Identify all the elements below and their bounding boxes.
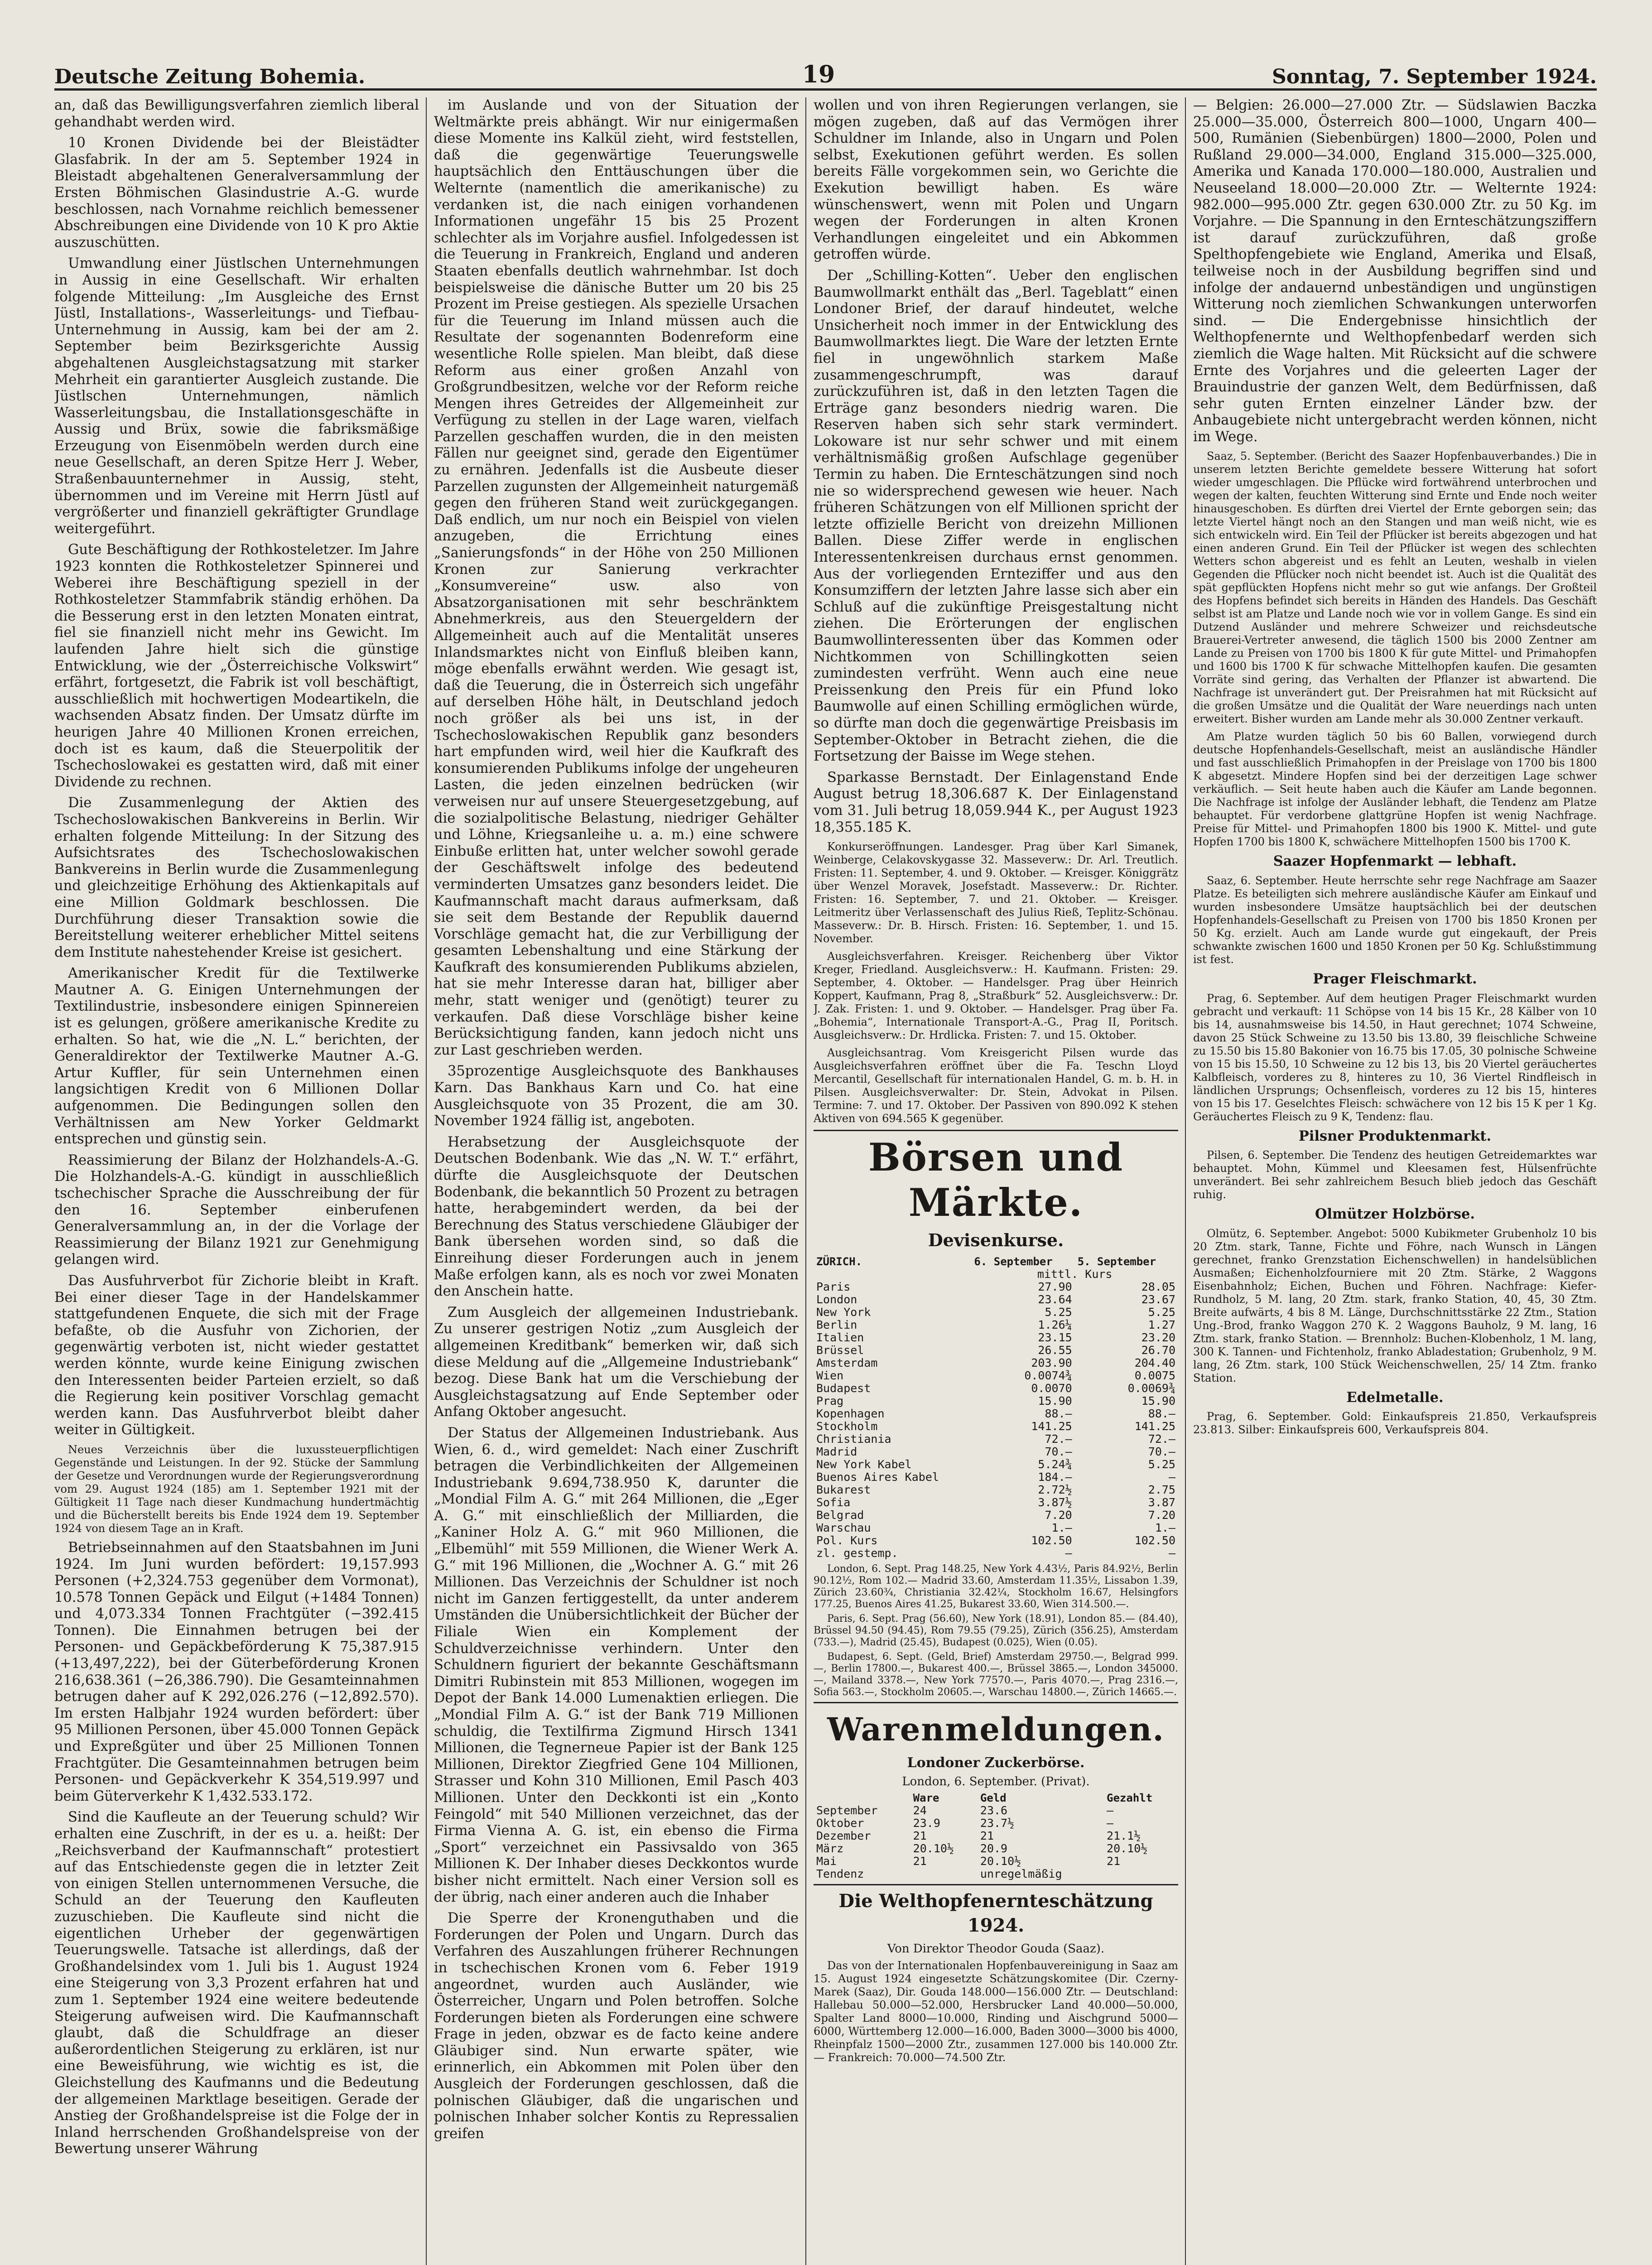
zucker-value: 23.7½	[980, 1817, 1015, 1830]
devisen-place: Stockholm	[816, 1420, 878, 1433]
devisen-place: Sofia	[816, 1496, 851, 1509]
devisen-rate: 141.25	[1134, 1420, 1175, 1433]
zucker-month: Dezember	[816, 1829, 871, 1843]
devisen-place: New York Kabel	[816, 1458, 912, 1471]
zucker-row	[814, 1868, 1178, 1880]
devisen-place: Wien	[816, 1369, 844, 1383]
article-paragraph: Prag, 6. September. Gold: Einkaufspreis 21.850, Verkaufspreis 23.813. Silber: Einkaufspreis 600, Verkaufspreis 804.	[1193, 1410, 1597, 1436]
article-paragraph: Sind die Kaufleute an der Teuerung schuld? Wir erhalten eine Zuschrift, in der es u. a. heißt: Der „Reichsverband der Kaufmannschaft“ protestiert auf das Entschiedenste gegen die in letzter Zeit von einigen Stellen unternommenen Versuche, die Schuld an der Teuerung den Kaufleuten zuzuschieben. Die Kaufleute sind nicht die eigentlichen Urheber der gegenwärtigen Teuerungswelle. Tatsache ist allerdings, daß der Großhandelsindex vom 1. Juli bis 1. August 1924 eine Steigerung von 3,3 Prozent erfahren hat und zum 1. September 1924 eine weitere bedeutende Steigerung aufweisen wird. Die Kaufmannschaft glaubt, daß die Schuldfrage an dieser außerordentlichen Steigerung zu erklären, ist nur eine Beweisführung, wie wichtig es ist, die Gleichstellung des Kaufmanns und die Bedeutung der allgemeinen Marktlage beseitigen. Gerade der Anstieg der Großhandelspreise ist die Folge der in Inland herrschenden Großhandelspreise von der Bewertung unserer Währung	[54, 1809, 419, 2157]
devisen-row	[814, 1522, 1178, 1534]
zucker-value	[1104, 1868, 1178, 1880]
devisen-place: Bukarest	[816, 1483, 871, 1497]
devisen-rate: 28.05	[1141, 1280, 1175, 1294]
zucker-value: 23.9	[913, 1817, 940, 1830]
devisen-row	[814, 1382, 1178, 1395]
devisen-place: Madrid	[816, 1445, 857, 1459]
devisen-place: Buenos Aires Kabel	[816, 1470, 939, 1484]
devisen-row	[814, 1395, 1178, 1407]
article-paragraph: Herabsetzung der Ausgleichsquote der Deutschen Bodenbank. Wie das „N. W. T.“ erfährt, dürfte die Ausgleichsquote der Deutschen Bodenbank, die bekanntlich 50 Prozent zu betragen hatte, herabgemindert werden, da bei der Berechnung des Status verschiedene Gläubiger der Bank übersehen worden sind, so daß die Einreihung dieser Forderungen auch in jenem Maße erfolgen kann, als es noch vor zwei Monaten den Anschein hatte.	[434, 1134, 799, 1300]
zucker-value: 20.10½	[1107, 1842, 1148, 1855]
zucker-month: Mai	[816, 1855, 837, 1868]
article-paragraph: Die Zusammenlegung der Aktien des Tschechoslowakischen Bankvereins in Berlin. Wir erhalten folgende Mitteilung: In der Sitzung des Aufsichtsrates des Tschechoslowakischen Bankvereins in Berlin wurde die Zusammenlegung und gleichzeitige Erhöhung des Aktienkapitals auf eine Million Goldmark beschlossen. Die Durchführung dieser Transaktion sowie die Bereitstellung weiterer erheblicher Mittel seitens dem Institute nahestehender Kreise ist gesichert.	[54, 795, 419, 960]
devisen-rate: 70.—	[1148, 1445, 1175, 1459]
zucker-value: —	[1107, 1817, 1114, 1830]
zucker-value: 21	[913, 1829, 927, 1843]
zucker-col-geld: Geld	[980, 1792, 1007, 1805]
article-paragraph: an, daß das Bewilligungsverfahren ziemlich liberal gehandhabt werden wird.	[54, 97, 419, 130]
devisen-rate: 23.67	[1141, 1293, 1175, 1306]
article-paragraph: im Auslande und von der Situation der Weltmärkte preis abhängt. Wir nur einigermaßen diese Momente ins Kalkül zieht, wird feststellen, daß die gegenwärtige Teuerungswelle hauptsächlich den Enttäuschungen über die Welternte (namentlich die amerikanische) zu verdanken ist, die nach einigen vorhandenen Informationen ungefähr 15 bis 25 Prozent schlechter als im Vorjahre ausfiel. Infolgedessen ist die Teuerung in Frankreich, England und anderen Staaten ebenfalls deutlich wahrnehmbar. Ist doch beispielsweise die dänische Butter um 20 bis 25 Prozent im Preise gestiegen. Als spezielle Ursachen für die Teuerung im Inland müssen auch die Resultate der sogenannten Bodenreform eine wesentliche Rolle spielen. Man bleibt, daß diese Reform aus einer großen Anzahl von Großgrundbesitzen, welche vor der Reform reiche Mengen ihres Getreides der Allgemeinheit zur Verfügung zu stellen in der Lage waren, vielfach Parzellen geschaffen wurden, die in den meisten Fällen nur geeignet sind, gerade den Eigentümer zu ernähren. Jedenfalls ist die Ausbeute dieser Parzellen zugunsten der Allgemeinheit naturgemäß gegen den früheren Stand weit zurückgegangen. Daß endlich, um nur noch ein Beispiel von vielen anzugeben, die Errichtung eines „Sanierungsfonds“ in der Höhe von 250 Millionen Kronen zur Sanierung verkrachter „Konsumvereine“ usw. also von Absatzorganisationen mit sehr beschränktem Abnehmerkreis, aus den Steuergeldern der Allgemeinheit auch auf die Mentalität unseres Inlandsmarktes nicht von Einfluß bleiben kann, möge ebenfalls erwähnt werden. Wie gesagt ist, daß die Teuerung, die in Österreich sich ungefähr auf derselben Höhe hält, in Deutschland jedoch noch größer als bei uns ist, in der Tschechoslowakischen Republik ganz besonders hart empfunden wird, weil hier die Kaufkraft des konsumierenden Publikums infolge der ungeheuren Lasten, die jeden einzelnen bedrücken (wir verweisen nur auf unsere Steuergesetzgebung, auf die sozialpolitische Belastung, niedriger Gehälter und Löhne, Kriegsanleihe u. a. m.) eine schwere Einbuße erlitten hat, unter welcher sowohl gerade der Geschäftswelt infolge des bedeutend verminderten Umsatzes ganz besonders leidet. Die Kaufmannschaft macht daraus aufmerksam, daß sie seit dem Bestande der Republik dauernd Vorschläge gemacht hat, die zur Verbilligung der gesamten Lebenshaltung und eine Stärkung der Kaufkraft des konsumierenden Publikums abzielen, hat sie mehr Interesse daran hat, billiger aber mehr, statt weniger und (genötigt) teurer zu verkaufen. Daß diese Vorschläge bisher keine Berücksichtigung fanden, kann jedoch nicht uns zur Last geschrieben werden.	[434, 97, 799, 1058]
devisen-rate: 102.50	[1031, 1534, 1072, 1547]
devisen-row	[814, 1369, 1178, 1382]
devisen-table	[814, 1255, 1178, 1560]
waren-subtitle: Londoner Zuckerbörse.	[907, 1755, 1085, 1771]
article-paragraph: Umwandlung einer Jüstlschen Unternehmungen in Aussig in eine Gesellschaft. Wir erhalten folgende Mitteilung: „Im Ausgleiche des Ernst Jüstl, Installations-, Wasserleitungs- und Tiefbau-Unternehmung in Aussig, kam bei der am 2. September beim Bezirksgerichte Aussig abgehaltenen Ausgleichstagsatzung mit starker Mehrheit ein garantierter Ausgleich zustande. Die Jüstlschen Unternehmungen, nämlich Wasserleitungsbau, die Installationsgeschäfte in Aussig und Brüx, sowie die fabriksmäßige Erzeugung von Eisenmöbeln werden durch eine neue Gesellschaft, an deren Spitze Herr J. Weber, Straßenbauunternehmer in Aussig, steht, übernommen und im Vereine mit Herrn Jüstl auf vergrößerter und finanziell gekräftigter Grundlage weitergeführt.	[54, 255, 419, 537]
zucker-value: 20.10½	[980, 1855, 1021, 1868]
zucker-value	[910, 1868, 978, 1880]
article-paragraph: Betriebseinnahmen auf den Staatsbahnen im Juni 1924. Im Juni wurden befördert: 19,157.993 Personen (+2,324.753 gegenüber dem Vormonat), 10.578 Tonnen Gepäck und Eilgut (+1484 Tonnen) und 4,073.334 Tonnen Frachtgüter (−392.415 Tonnen). Die Einnahmen betrugen bei der Personen- und Gepäckbeförderung K 75,387.915 (+13,497,222), bei der Güterbeförderung Kronen 216,638.361 (−26,386.790). Die Gesamteinnahmen betrugen daher auf K 292,026.276 (−12,892.570). Im ersten Halbjahr 1924 wurden befördert: über 95 Millionen Personen, über 45.000 Tonnen Gepäck und Expreßgüter und über 25 Millionen Tonnen Frachtgüter. Die Gesamteinnahmen betrugen beim Personen- und Gepäckverkehr K 354,519.997 und beim Güterverkehr K 1,432.533.172.	[54, 1539, 419, 1804]
devisen-rate: 3.87½	[1038, 1496, 1072, 1509]
welthopfen-text: Das von der Internationalen Hopfenbauvereinigung in Saaz am 15. August 1924 eingesetzte Schätzungskomitee (Dir. Czerny-Marek (Saaz), Dir. Gouda 148.000—156.000 Ztr. — Deutschland: Hallebau 50.000—52.000, Hersbrucker Land 40.000—50.000, Spalter Land 8000—10.000, Rinding und Aischgrund 5000—6000, Württemberg 12.000—16.000, Baden 3000—3000 bis 4000, Rheinpfalz 1500—2000 Ztr., zusammen 127.000 bis 140.000 Ztr. — Frankreich: 70.000—74.500 Ztr.	[814, 1959, 1178, 2064]
devisen-rate: —	[1168, 1547, 1175, 1560]
devisen-row	[814, 1306, 1178, 1319]
devisen-rate: 27.90	[1038, 1280, 1072, 1294]
paper-name: Deutsche Zeitung Bohemia.	[54, 65, 366, 88]
article-paragraph: Reassimierung der Bilanz der Holzhandels-A.-G. Die Holzhandels-A.-G. kündigt in ausschließlich tschechischer Sprache die Ausschreibung der für den 16. September einberufenen Generalversammlung an, in der die Vorlage der Reassimierung der Bilanz 1921 zur Genehmigung gelangen wird.	[54, 1152, 419, 1268]
devisen-place: Kopenhagen	[816, 1407, 885, 1421]
zucker-value: 20.9	[980, 1842, 1008, 1855]
article-paragraph: Olmütz, 6. September. Angebot: 5000 Kubikmeter Grubenholz 10 bis 20 Ztm. stark, Tanne, Fichte und Föhre, nach Wunsch in Längen gerechnet, franko Grenzstation Eichenschwellen) in handelsüblichen Ausmaßen; Eichenholzfourniere mit 20 Ztm. Stärke, 2 Waggons Eisenbahnholz; Eichen, Buchen und Föhren. Nachfrage: Kiefer-Rundholz, 5 M. lang, 20 Ztm. stark, franko Station, 40, 45, 30 Ztm. Breite aufwärts, 4 bis 8 M. Länge, Durchschnittsstärke 22 Ztm., Station Ung.-Brod, franko Waggon 270 K. 2 Waggons Bauholz, 9 M. lang, 16 Ztm. stark, franko Station. — Brennholz: Buchen-Klobenholz, 1 M. lang, 300 K. Tannen- und Fichtenholz, franko Abladestation; Grubenholz, 9 M. lang, 26 Ztm. stark, 100 Stück Weichenschwellen, 25/ 14 Ztm. franko Station.	[1193, 1227, 1597, 1384]
devisen-rate: 23.15	[1038, 1331, 1072, 1345]
masthead	[54, 61, 1597, 91]
welthopfen-byline: Von Direktor Theodor Gouda (Saaz).	[887, 1942, 1105, 1956]
zucker-table	[814, 1792, 1178, 1880]
column-4	[1193, 97, 1597, 2265]
devisen-col-place: ZÜRICH.	[816, 1255, 862, 1268]
devisen-place: Warschau	[816, 1521, 871, 1535]
devisen-place: New York	[816, 1306, 871, 1319]
date-line: Sonntag, 7. September 1924.	[1272, 65, 1597, 88]
boerse-title: Börsen und Märkte.	[868, 1135, 1124, 1225]
devisen-rate: —	[1168, 1470, 1175, 1484]
devisen-rate: 72.—	[1148, 1432, 1175, 1446]
zucker-row	[814, 1842, 1178, 1855]
article-paragraph: Konkurseröffnungen. Landesger. Prag über Karl Simanek, Weinberge, Celakovskygasse 32. Masseverw.: Dr. Arl. Treutlich. Fristen: 11. September, 4. und 9. Oktober. — Kreisger. Königgrätz über Wenzel Moravek, Josefstadt. Masseverw.: Dr. Richter. Fristen: 16. September, 7. und 21. Oktober. — Kreisger. Leitmeritz über Verlassenschaft des Julius Rieß, Teplitz-Schönau. Masseverw.: Dr. B. Hirsch. Fristen: 16. September, 1. und 15. November.	[814, 840, 1178, 945]
devisen-place: Paris	[816, 1280, 851, 1294]
boerse-report: Budapest, 6. Sept. (Geld, Brief) Amsterdam 29750.—, Belgrad 999.—, Berlin 17800.—, Bukarest 400.—, Brüssel 3865.—, London 345000.—, Mailand 3378.—, New York 77570.—, Paris 4070.—, Prag 2316.—, Sofia 563.—, Stockholm 20605.—, Warschau 14800.—, Zürich 14665.—.	[814, 1651, 1178, 1698]
article-paragraph: Pilsen, 6. September. Die Tendenz des heutigen Getreidemarktes war behauptet. Mohn, Kümmel und Kleesamen fest, Hülsenfrüchte unverändert. Bei sehr zahlreichem Besuch blieb jedoch das Geschäft ruhig.	[1193, 1149, 1597, 1201]
devisen-place: zl. gestemp.	[816, 1547, 898, 1560]
devisen-rate: 15.90	[1141, 1394, 1175, 1408]
article-paragraph: Ausgleichsantrag. Vom Kreisgericht Pilsen wurde das Ausgleichsverfahren eröffnet über die Fa. Teschn Lloyd Mercantil, Gesellschaft für internationalen Handel, G. m. b. H. in Pilsen. Ausgleichsverwalter: Dr. Stein, Advokat in Pilsen. Termine: 7. und 17. Oktober. Der Passiven von 890.092 K stehen Aktiven von 694.565 K gegenüber.	[814, 1046, 1178, 1125]
devisen-row	[814, 1319, 1178, 1331]
devisen-rate: 0.0070	[1031, 1382, 1072, 1395]
devisen-col-yesterday: 5. September	[1077, 1255, 1156, 1268]
devisen-rate: 1.—	[1051, 1521, 1072, 1535]
devisen-row	[814, 1458, 1178, 1471]
zucker-value: 20.10½	[913, 1842, 954, 1855]
devisen-rate: 2.72½	[1038, 1483, 1072, 1497]
column-divider	[1185, 97, 1186, 2265]
devisen-rate: 5.25	[1148, 1458, 1175, 1471]
zucker-value: 24	[913, 1804, 927, 1817]
article-paragraph: Der Status der Allgemeinen Industriebank. Aus Wien, 6. d., wird gemeldet: Nach einer Zuschrift betragen die Verbindlichkeiten der Allgemeinen Industriebank 9.694,738.950 K, darunter die „Mondial Film A. G.“ mit 264 Millionen, die „Eger A. G.“ mit einschließlich der Milliarden, die „Kaniner Holz A. G.“ mit 960 Millionen, die „Elbemühl“ mit 559 Millionen, die Wiener Werk A. G.“ mit 196 Millionen, die „Wochner A. G.“ mit 26 Millionen. Das Verzeichnis der Schuldner ist noch nicht im Ganzen fertiggestellt, da unter anderem Umständen die Unübersichtlichkeit der Bücher der Filiale Wien ein Komplement der Schuldverzeichnisse verhindern. Unter den Schuldnern figuriert der bekannte Geschäftsmann Dimitri Rubinstein mit 853 Millionen, wogegen im Depot der Bank 14.000 Lumenaktien erliegen. Die „Mondial Film A. G.“ ist der Bank 719 Millionen schuldig, die Textilfirma Zigmund Hirsch 1341 Millionen, die Tegnerneue Papier ist der Bank 125 Millionen, Direktor Ziegfried Gene 104 Millionen, Strasser und Kohn 310 Millionen, Emil Pasch 403 Millionen. Unter den Deckkonti ist ein „Konto Feingold“ mit 540 Millionen verzeichnet, das der Firma Vienna A. G. ist, ein ebenso die Firma „Sport“ verzeichnet ein Passivsaldo von 365 Millionen K. Der Inhaber dieses Deckkontos wurde bisher nicht ermittelt. Nach einer Version soll es der übrig, nach einer anderen auch die Inhaber	[434, 1425, 799, 1905]
article-paragraph: Olmützer Holzbörse.	[1315, 1206, 1475, 1223]
boerse-report: Paris, 6. Sept. Prag (56.60), New York (18.91), London 85.— (84.40), Brüssel 94.50 (94.45), Rom 79.55 (79.25), Zürich (356.25), Amsterdam (733.—), Madrid (25.45), Budapest (0.025), Wien (0.05).	[814, 1613, 1178, 1648]
devisen-rate: 26.70	[1141, 1344, 1175, 1357]
devisen-place: Christiania	[816, 1432, 891, 1446]
devisen-rate: 26.55	[1038, 1344, 1072, 1357]
article-paragraph: 10 Kronen Dividende bei der Bleistädter Glasfabrik. In der am 5. September 1924 in Bleistadt abgehaltenen Generalversammlung der Ersten Böhmischen Glasindustrie A.-G. wurde beschlossen, nach Vornahme reichlich bemessener Abschreibungen eine Dividende von 10 K pro Aktie auszuschütten.	[54, 135, 419, 251]
devisen-rate: 204.40	[1134, 1356, 1175, 1370]
article-paragraph: 35prozentige Ausgleichsquote des Bankhauses Karn. Das Bankhaus Karn und Co. hat eine Ausgleichsquote von 35 Prozent, die am 30. November 1924 fällig ist, angeboten.	[434, 1063, 799, 1129]
zucker-col-gezahlt: Gezahlt	[1107, 1792, 1153, 1805]
article-paragraph: Neues Verzeichnis über die luxussteuerpflichtigen Gegenstände und Leistungen. In der 92. Stücke der Sammlung der Gesetze und Verordnungen wurde der Regierungsverordnung vom 29. August 1924 (185) am 1. September 1921 mit der Gültigkeit 11 Tage nach dieser Kundmachung hundertmächtig und die Bücherstellt bereits bis Ende 1924 dem 19. September 1924 von diesem Tage an in Kraft.	[54, 1443, 419, 1535]
zucker-month: März	[816, 1842, 844, 1855]
devisen-rate: 88.—	[1148, 1407, 1175, 1421]
devisen-row	[814, 1471, 1178, 1484]
devisen-row	[814, 1331, 1178, 1344]
devisen-row	[814, 1547, 1178, 1560]
devisen-row	[814, 1281, 1178, 1293]
zucker-month: September	[816, 1804, 878, 1817]
boerse-reports	[814, 1563, 1178, 1698]
devisen-rate: 70.—	[1045, 1445, 1072, 1459]
zucker-row	[814, 1830, 1178, 1842]
waren-title: Warenmeldungen.	[827, 1711, 1165, 1749]
devisen-subheader: mittl. Kurs	[1037, 1267, 1113, 1281]
column-3-text	[814, 97, 1178, 1125]
zucker-row	[814, 1817, 1178, 1830]
devisen-rate: —	[1065, 1547, 1072, 1560]
devisen-row	[814, 1496, 1178, 1509]
section-rule	[814, 1884, 1178, 1885]
zucker-value: unregelmäßig	[980, 1867, 1062, 1881]
devisen-rate: 5.25	[1045, 1306, 1072, 1319]
section-rule	[814, 1130, 1178, 1131]
zucker-row	[814, 1855, 1178, 1868]
devisen-rate: 2.75	[1148, 1483, 1175, 1497]
devisen-place: Amsterdam	[816, 1356, 878, 1370]
boerse-report: London, 6. Sept. Prag 148.25, New York 4.43½, Paris 84.92½, Berlin 90.12½, Rom 102.— Madrid 33.60, Amsterdam 11.35½, Lissabon 1.39, Zürich 23.60¾, Christiania 32.42¼, Stockholm 16.67, Helsingfors 177.25, Buenos Aires 41.25, Bukarest 33.60, Wien 314.500.—.	[814, 1563, 1178, 1610]
devisen-rate: 5.25	[1148, 1306, 1175, 1319]
column-2	[434, 97, 799, 2265]
zucker-row	[814, 1804, 1178, 1817]
article-paragraph: Amerikanischer Kredit für die Textilwerke Mautner A. G. Einigen Unternehmungen der Textilindustrie, insbesondere einigen Spinnereien ist es gelungen, größere amerikanische Kredite zu erhalten. So hat, wie die „N. L.“ berichten, der Generaldirektor der Textilwerke Mautner A.-G. Artur Kuffler, für sein Unternehmen einen langsichtigen Kredit von 6 Millionen Dollar aufgenommen. Die Bedingungen sollen den Verhältnissen am New Yorker Geldmarkt entsprechen und günstig sein.	[54, 965, 419, 1147]
zucker-value: 21	[980, 1829, 994, 1843]
devisen-rate: 184.—	[1038, 1470, 1072, 1484]
zucker-value: 21.1½	[1107, 1829, 1141, 1843]
devisen-row	[814, 1420, 1178, 1433]
article-paragraph: Prag, 6. September. Auf dem heutigen Prager Fleischmarkt wurden gebracht und verkauft: 11 Schöpse von 14 bis 15 Kr., 28 Kälber von 10 bis 14, ausnahmsweise bis 14.50, in Haut gerechnet; 1074 Schweine, davon 25 Stück Schweine zu 13.50 bis 13.80, 39 fleischliche Schweine zu 15.50 bis 15.80 Bakonier von 16.75 bis 17.05, 30 polnische Schweine von 15 bis 15.50, 10 Schweine zu 12 bis 13, bis 20 Viertel geräuchertes Kalbfleisch, vorderes zu 8, hinteres zu 10, 36 Viertel Rindfleisch in ländlichen Ursprungs; Ochsenfleisch, vorderes zu 12 bis 15, hinteres von 15 bis 17. Geselchtes Fleisch: schwächere von 12 bis 15 K per 1 Kg. Geräuchertes Fleisch zu 9 K, Tendenz: flau.	[1193, 992, 1597, 1123]
article-paragraph: Edelmetalle.	[1346, 1389, 1444, 1406]
devisen-rate: 0.0069¾	[1127, 1382, 1175, 1395]
devisen-title: Devisenkurse.	[928, 1230, 1064, 1251]
zucker-value: —	[1107, 1804, 1114, 1817]
devisen-rate: 1.27	[1148, 1318, 1175, 1332]
devisen-place: Belgrad	[816, 1508, 864, 1522]
devisen-rate: 0.0075	[1134, 1369, 1175, 1383]
zucker-value: 21	[913, 1855, 927, 1868]
section-rule	[814, 1702, 1178, 1703]
devisen-rate: 7.20	[1045, 1508, 1072, 1522]
devisen-place: Prag	[816, 1394, 844, 1408]
column-3	[814, 97, 1178, 2265]
article-paragraph: Am Platze wurden täglich 50 bis 60 Ballen, vorwiegend durch deutsche Hopfenhandels-Gesellschaft, meist an ausländische Händler und fast ausschließlich Primahopfen in der Preislage von 1700 bis 1800 K abgesetzt. Mindere Hopfen sind bei der derzeitigen Lage schwer verkäuflich. — Seit heute haben auch die Käufer am Lande begonnen. Die Nachfrage ist infolge der Ausländer lebhaft, die Tendenz am Platze behauptet. Für verdorbene glattgrüne Hopfen ist wenig Nachfrage. Preise für Mittel- und Primahopfen 1800 bis 1900 K. Mittel- und gute Hopfen 1700 bis 1800 K, schwächere Mittelhopfen 1500 bis 1700 K.	[1193, 730, 1597, 848]
devisen-rate: 7.20	[1148, 1508, 1175, 1522]
article-paragraph: Gute Beschäftigung der Rothkosteletzer. Im Jahre 1923 konnten die Rothkosteletzer Spinnerei und Weberei ihre Beschäftigung speziell in der Rothkosteletzer Stammfabrik ständig erhöhen. Da die Besserung erst in den letzten Monaten eintrat, fiel sie finanziell nicht mehr ins Gewicht. Im laufenden Jahre hielt sich die günstige Entwicklung, wie der „Österreichische Volkswirt“ erfährt, fortgesetzt, die Fabrik ist voll beschäftigt, ausschließlich mit hochwertigen Modeartikeln, die wachsenden Absatz finden. Der Umsatz dürfte im heurigen Jahre 40 Millionen Kronen erreichen, doch ist es kaum, daß die Steuerpolitik der Tschechoslowakei es gestatten wird, daß mit einer Dividende zu rechnen.	[54, 542, 419, 790]
article-paragraph: — Belgien: 26.000—27.000 Ztr. — Südslawien Baczka 25.000—35.000, Österreich 800—1000, Ungarn 400—500, Rumänien (Siebenbürgen) 1800—2000, Polen und Rußland 29.000—34.000, England 315.000—325.000, Amerika und Kanada 170.000—180.000, Australien und Neuseeland 18.000—20.000 Ztr. — Welternte 1924: 982.000—995.000 Ztr. gegen 630.000 Ztr. zu 50 Kg. im Vorjahre. — Die Spannung in den Ernteschätzungsziffern ist darauf zurückzuführen, daß große Spelthopfengebiete wie England, Amerika und Elsaß, teilweise noch in der Ausbildung begriffen sind und infolge der andauernd unbeständigen und ungünstigen Witterung noch ziemlichen Schwankungen unterworfen sind. — Die Endergebnisse hinsichtlich der Welthopfenernte und Welthopfenbedarf werden sich ziemlich die Wage halten. Mit Rücksicht auf die schwere Ernte des Vorjahres und die geleerten Lager der Brauindustrie der ganzen Welt, dem Bedürfnissen, daß sehr guten Ernten einzelner Länder bzw. der Anbaugebiete nicht untergebracht werden können, nicht im Wege.	[1193, 97, 1597, 445]
devisen-rate: 102.50	[1134, 1534, 1175, 1547]
article-paragraph: Das Ausfuhrverbot für Zichorie bleibt in Kraft. Bei einer dieser Tage in der Handelskammer stattgefundenen Enquete, die sich mit der Frage befaßte, ob die Ausfuhr von Zichorien, der gegenwärtig verboten ist, nicht wieder gestattet werden könnte, wurde keine Einigung zwischen den Interessenten beider Parteien erzielt, so daß die Regierung kein positiver Vorschlag gemacht werden kann. Das Ausfuhrverbot bleibt daher weiter in Gültigkeit.	[54, 1272, 419, 1438]
devisen-rate: 1.—	[1155, 1521, 1175, 1535]
article-paragraph: Prager Fleischmarkt.	[1313, 971, 1477, 988]
article-paragraph: Saaz, 6. September. Heute herrschte sehr rege Nachfrage am Saazer Platze. Es beteiligten sich mehrere ausländische Käufer am Einkauf und wurden insbesondere Umsätze hauptsächlich bei der deutschen Hopfenhandels-Gesellschaft zu Preisen von 1700 bis 1850 Kronen per 50 Kg. erzielt. Auch am Lande wurde gut eingekauft, der Preis schwankte zwischen 1600 und 1850 Kronen per 50 Kg. Schlußstimmung ist fest.	[1193, 874, 1597, 966]
devisen-row	[814, 1446, 1178, 1458]
devisen-row	[814, 1509, 1178, 1522]
devisen-row	[814, 1484, 1178, 1496]
article-paragraph: Sparkasse Bernstadt. Der Einlagenstand Ende August betrug 18,306.687 K. Der Einlagenstand vom 31. Juli betrug 18,059.944 K., per August 1923 18,355.185 K.	[814, 769, 1178, 835]
devisen-rate: 72.—	[1045, 1432, 1072, 1446]
devisen-rate: 0.0074¾	[1024, 1369, 1072, 1383]
devisen-place: Italien	[816, 1331, 864, 1345]
waren-dateline: London, 6. September. (Privat).	[902, 1774, 1090, 1788]
article-paragraph: Der „Schilling-Kotten“. Ueber den englischen Baumwollmarkt enthält das „Berl. Tageblatt“ einen Londoner Brief, der darauf hindeutet, welche Unsicherheit noch immer in der Entwicklung des Baumwollmarktes liegt. Die Ware der letzten Ernte fiel in ungewöhnlich starkem Maße zusammengeschrumpft, was darauf zurückzuführen ist, daß in den letzten Tagen die Erträge ganz besonders niedrig waren. Die Reserven haben sich sehr stark vermindert. Lokoware ist nur sehr schwer und mit einem verhältnismäßig großen Aufschlage gegenüber Termin zu haben. Die Ernteschätzungen sind noch nie so widersprechend gewesen wie heuer. Nach früheren Schätzungen von elf Millionen spricht der letzte offizielle Bericht von dreizehn Millionen Ballen. Diese Ziffer werde in englischen Interessentenkreisen durchaus ernst genommen. Aus der vorliegenden Ernteziffer und aus den Konsumziffern der letzten Jahre lasse sich aber ein Schluß auf die zukünftige Preisgestaltung nicht ziehen. Die Erörterungen der englischen Baumwollinteressenten über das Kommen oder Nichtkommen von Schillingkotten seien zumindesten verfrüht. Wenn auch eine neue Preissenkung den Preis für ein Pfund loko Baumwolle auf einen Schilling ermöglichen würde, so dürfte man doch die gegenwärtige Preisbasis im September-Oktober in Betracht ziehen, die die Fortsetzung der Baisse im Wege stehen.	[814, 267, 1178, 765]
devisen-rate: 23.64	[1038, 1293, 1072, 1306]
column-divider	[426, 97, 427, 2265]
zucker-month: Oktober	[816, 1817, 864, 1830]
article-paragraph: Saaz, 5. September. (Bericht des Saazer Hopfenbauverbandes.) Die in unserem letzten Berichte gemeldete bessere Witterung hat sofort wieder umgeschlagen. Die Pflücke wird fortwährend unterbrochen und wegen der kalten, feuchten Witterung sind Ernte und Ende noch weiter hinausgeschoben. Es dürften drei Viertel der Ernte geborgen sein; das letzte Viertel hängt noch an den Stangen und man weiß nicht, wie es sich entwickeln wird. Ein Teil der Pflücker ist bereits abgezogen und hat einen anderen Grund. Ein Teil der Pflücker ist wegen des schlechten Wetters schon abgereist und es fehlt an Leuten, weshalb in vielen Gegenden die Pflücker noch nicht beendet ist. Auch ist die Qualität des spät gepflückten Hopfens nicht mehr so gut wie anfangs. Der Großteil des Hopfens befindet sich bereits in Händen des Handels. Das Geschäft selbst ist am Platze und Lande noch wie vor in vollem Gange. Es sind ein Dutzend Ausländer und mehrere Schweizer und reichsdeutsche Brauerei-Vertreter anwesend, die täglich 1500 bis 2000 Zentner am Lande zu Preisen von 1700 bis 1800 K für gute Mittel- und Primahopfen und 1600 bis 1700 K für schwache Mittelhopfen kaufen. Die gesamten Vorräte sind gering, das Verhalten der Pflanzer ist abwartend. Die Nachfrage ist unverändert gut. Der Preisrahmen hat mit Rücksicht auf die großen Umsätze und die Qualität der Ware neuerdings nach unten erweitert. Bisher wurden am Lande mehr als 30.000 Zentner verkauft.	[1193, 450, 1597, 726]
devisen-row	[814, 1293, 1178, 1306]
article-paragraph: Zum Ausgleich der allgemeinen Industriebank. Zu unserer gestrigen Notiz „zum Ausgleich der allgemeinen Kreditbank“ bemerken wir, daß sich diese Meldung auf die „Allgemeine Industriebank“ bezog. Diese Bank hat um die Verschiebung der Ausgleichstagsatzung auf Ende September oder Anfang Oktober angesucht.	[434, 1304, 799, 1420]
zucker-col-month	[814, 1792, 910, 1804]
zucker-value: 23.6	[980, 1804, 1008, 1817]
article-paragraph: Die Sperre der Kronenguthaben und die Forderungen der Polen und Ungarn. Durch das Verfahren des Auszahlungen früherer Rechnungen in tschechischen Kronen vom 6. Feber 1919 angeordnet, wurden auch Ausländer, wie Österreicher, Ungarn und Polen betroffen. Solche Forderungen bieten als Forderungen eine schwere Frage in jeden, obzwar es de facto keine andere Gläubiger sind. Nun erwarte später, wie erinnerlich, ein Abkommen mit Polen über den Ausgleich der Forderungen geschlossen, daß die polnischen Gläubiger, daß die ungarischen und polnischen Inhaber solcher Kontis zu Repressalien greifen	[434, 1910, 799, 2142]
devisen-rate: 23.20	[1141, 1331, 1175, 1345]
zucker-month: Tendenz	[816, 1867, 864, 1881]
welthopfen-title: Die Welthopfenernteschätzung 1924.	[838, 1890, 1153, 1937]
devisen-place: Pol. Kurs	[816, 1534, 878, 1547]
article-paragraph: Pilsner Produktenmarkt.	[1298, 1128, 1492, 1144]
article-paragraph: Saazer Hopfenmarkt — lebhaft.	[1273, 853, 1517, 870]
devisen-place: Brüssel	[816, 1344, 864, 1357]
zucker-value: 21	[1107, 1855, 1121, 1868]
devisen-rate: 141.25	[1031, 1420, 1072, 1433]
devisen-rate: 1.26¼	[1038, 1318, 1072, 1332]
devisen-rate: 203.90	[1031, 1356, 1072, 1370]
column-divider	[805, 97, 806, 2265]
devisen-rate: 88.—	[1045, 1407, 1072, 1421]
devisen-rate: 3.87	[1148, 1496, 1175, 1509]
devisen-row	[814, 1344, 1178, 1357]
devisen-place: London	[816, 1293, 857, 1306]
article-paragraph: Ausgleichsverfahren. Kreisger. Reichenberg über Viktor Kreger, Friedland. Ausgleichsverw.: H. Kaufmann. Fristen: 29. September, 4. Oktober. — Handelsger. Prag über Heinrich Koppert, Kaufmann, Prag 8, „Straßburk“ 52. Ausgleichsverw.: Dr. J. Zak. Fristen: 1. und 9. Oktober. — Handelsger. Prag über Fa. „Bohemia“, Internationale Transport-A.-G., Prag II, Poritsch. Ausgleichsverw.: Dr. Hrdlicka. Fristen: 7. und 15. Oktober.	[814, 950, 1178, 1042]
devisen-row	[814, 1433, 1178, 1446]
article-paragraph: wollen und von ihren Regierungen verlangen, sie mögen zugeben, daß auf das Vermögen ihrer Schuldner im Inlande, also in Ungarn und Polen selbst, Exekutionen geführt werden. Es sollen bereits Fälle vorgekommen sein, wo Gerichte die Exekution bewilligt haben. Es wäre wünschenswert, wenn mit Polen und Ungarn wegen der Forderungen in alten Kronen Verhandlungen eingeleitet und ein Abkommen getroffen würde.	[814, 97, 1178, 263]
devisen-place: Berlin	[816, 1318, 857, 1332]
page-number: 19	[802, 61, 835, 88]
devisen-place: Budapest	[816, 1382, 871, 1395]
devisen-row	[814, 1534, 1178, 1547]
devisen-row	[814, 1357, 1178, 1369]
devisen-row	[814, 1407, 1178, 1420]
devisen-rate: 5.24¾	[1038, 1458, 1072, 1471]
zucker-col-ware: Ware	[913, 1792, 939, 1805]
devisen-col-today: 6. September	[974, 1255, 1053, 1268]
column-1	[54, 97, 419, 2265]
devisen-rate: 15.90	[1038, 1394, 1072, 1408]
